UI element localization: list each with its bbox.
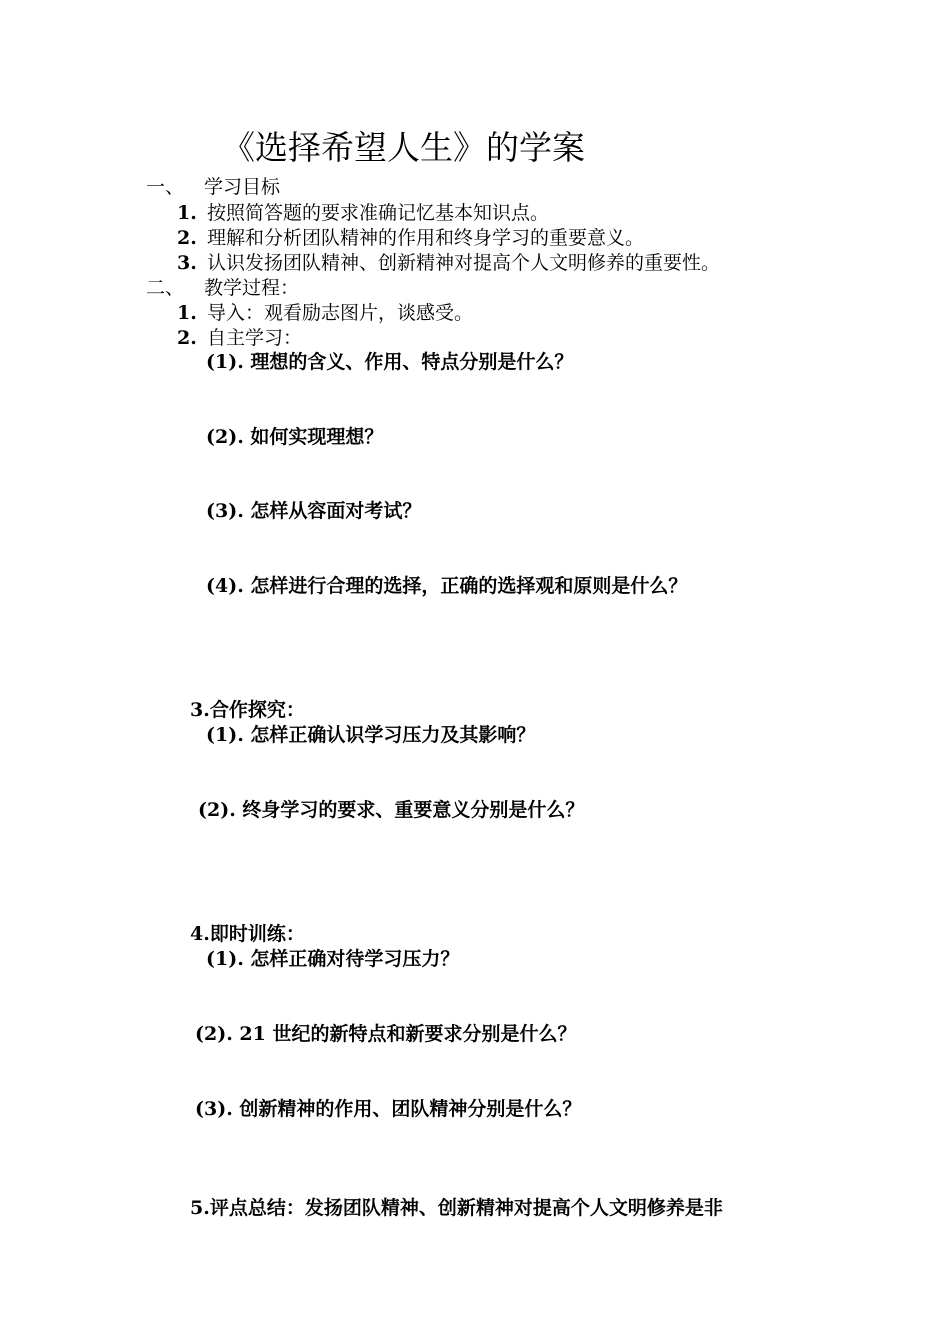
question-3-2: (2). 终身学习的要求、重要意义分别是什么？: [198, 799, 585, 821]
objective-item-2: [177, 226, 644, 250]
question-4-1: (1). 怎样正确对待学习压力？: [206, 948, 460, 970]
process-item-3: 3.合作探究：: [190, 699, 305, 721]
section-heading-process: [146, 276, 299, 300]
item-number: 1.: [177, 302, 197, 324]
objective-item-1: [177, 201, 549, 225]
process-item-2: [177, 326, 302, 350]
section-number: 二、: [146, 277, 185, 299]
item-number: 2.: [177, 327, 197, 349]
item-text: 自主学习：: [207, 327, 303, 349]
question-3-1: (1). 怎样正确认识学习压力及其影响？: [206, 724, 536, 746]
question-4-3: (3). 创新精神的作用、团队精神分别是什么？: [195, 1098, 582, 1120]
process-item-1: [177, 301, 473, 325]
section-title: 学习目标: [204, 176, 281, 198]
document-title: 《选择希望人生》的学案: [222, 128, 585, 167]
section-number: 一、: [146, 176, 185, 198]
item-number: 2.: [177, 227, 197, 249]
item-text: 认识发扬团队精神、创新精神对提高个人文明修养的重要性。: [207, 252, 721, 274]
question-2-1: (1). 理想的含义、作用、特点分别是什么？: [206, 351, 574, 373]
item-text: 按照简答题的要求准确记忆基本知识点。: [207, 202, 550, 224]
process-item-5: 5.评点总结：发扬团队精神、创新精神对提高个人文明修养是非: [190, 1197, 723, 1219]
question-4-2: (2). 21 世纪的新特点和新要求分别是什么？: [195, 1023, 577, 1045]
objective-item-3: [177, 251, 720, 275]
question-2-2: (2). 如何实现理想？: [206, 426, 384, 448]
item-text: 理解和分析团队精神的作用和终身学习的重要意义。: [207, 227, 645, 249]
section-heading-objectives: [146, 175, 280, 199]
question-2-3: (3). 怎样从容面对考试？: [206, 500, 422, 522]
section-title: 教学过程：: [204, 277, 300, 299]
item-number: 3.: [177, 252, 197, 274]
item-number: 1.: [177, 202, 197, 224]
item-text: 导入：观看励志图片，谈感受。: [207, 302, 474, 324]
process-item-4: 4.即时训练：: [190, 923, 305, 945]
question-2-4: (4). 怎样进行合理的选择，正确的选择观和原则是什么？: [206, 575, 688, 597]
